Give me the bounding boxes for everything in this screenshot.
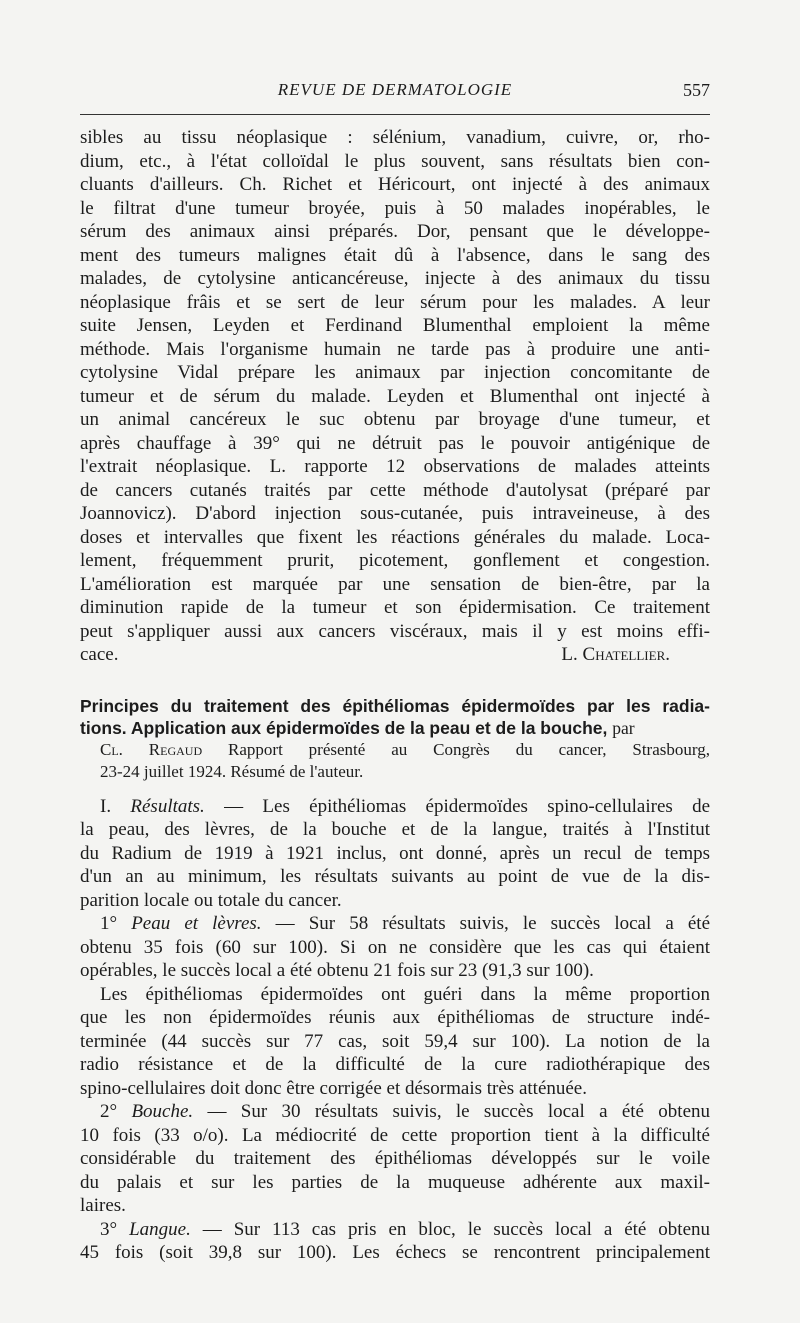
text-line: malades, de cytolysine anticancéreuse, injecte à des animaux du tissu — [80, 268, 710, 289]
text-line — [80, 1218, 710, 1242]
reference-author: Cl. Regaud — [100, 739, 203, 759]
text-line: de cancers cutanés traités par cette méthode d'autolysat (préparé par — [80, 479, 710, 501]
text-line: le filtrat d'une tumeur broyée, puis à 50 malades inopérables, le — [80, 197, 710, 219]
section-title-text: tions. Application aux épidermoïdes de la peau et de la bouche, — [80, 717, 608, 738]
text-line: tumeur et de sérum du malade. Leyden et Blumenthal ont injecté à — [80, 385, 710, 407]
item-number: 3° — [100, 1218, 118, 1240]
paragraph-epitheliomas — [80, 983, 710, 1101]
text-line: sibles au tissu néoplasique : sélénium, vanadium, cuivre, or, rho- — [80, 127, 710, 148]
section-heading — [80, 695, 710, 739]
spacer — [80, 783, 710, 795]
section-title-line — [80, 717, 710, 739]
text-line: 45 fois (soit 39,8 sur 100). Les échecs se rencontrent principalement — [80, 1242, 710, 1263]
text-line: sérum des animaux ainsi préparés. Dor, pensant que le développe- — [80, 221, 710, 242]
text-line: 10 fois (33 o/o). La médiocrité de cette proportion tient à la difficulté — [80, 1124, 710, 1146]
paragraph-resultats — [80, 795, 710, 913]
page-number: 557 — [683, 80, 710, 100]
text-line: doses et intervalles que fixent les réactions générales du malade. Loca- — [80, 526, 710, 548]
text-line — [80, 912, 710, 936]
reference-block — [80, 739, 710, 783]
signature-line — [80, 643, 710, 667]
text-line: Joannovicz). D'abord injection sous-cutanée, puis intraveineuse, à des — [80, 503, 710, 524]
text-line: lement, fréquemment prurit, picotement, gonflement et congestion. — [80, 550, 710, 571]
reference-line — [80, 739, 710, 761]
text-line: parition locale ou totale du cancer. — [80, 889, 342, 911]
item-rest: — Sur 58 résultats suivis, le succès local a été — [261, 913, 711, 934]
text-line: néoplasique frâis et se sert de leur sérum pour les malades. A leur — [80, 291, 710, 313]
text-line: ment des tumeurs malignes était dû à l'absence, dans le sang des — [80, 244, 710, 266]
text-line: spino-cellulaires doit donc être corrigée et désormais très atténuée. — [80, 1077, 587, 1099]
text-line: terminée (44 succès sur 77 cas, soit 59,4 sur 100). La notion de la — [80, 1030, 710, 1052]
item-number: 1° — [100, 913, 118, 934]
text-line: la peau, des lèvres, de la bouche et de la langue, traités à l'Institut — [80, 819, 710, 840]
reference-line: 23-24 juillet 1924. Résumé de l'auteur. — [100, 761, 364, 781]
heading-italic: Résultats. — [130, 795, 205, 817]
article-body — [80, 126, 710, 1265]
item-number: 2° — [100, 1101, 118, 1122]
text-line: opérables, le succès local a été obtenu 21 fois sur 23 (91,3 sur 100). — [80, 960, 594, 981]
header-rule — [80, 114, 710, 115]
text-line: cace. — [80, 644, 119, 665]
item-rest: — Sur 113 cas pris en bloc, le succès local a été obtenu — [190, 1218, 711, 1240]
paragraph-bouche — [80, 1100, 710, 1218]
text-line: radio résistance et de la difficulté de la cure radiothérapique des — [80, 1054, 710, 1075]
text-line — [80, 795, 710, 819]
text-line: cluants d'ailleurs. Ch. Richet et Héricourt, ont injecté à des animaux — [80, 174, 710, 195]
running-title: REVUE DE DERMATOLOGIE — [277, 80, 513, 99]
text-line: obtenu 35 fois (60 sur 100). Si on ne considère que les cas qui étaient — [80, 936, 710, 958]
text-line: diminution rapide de la tumeur et son épidermisation. Ce traitement — [80, 597, 710, 618]
item-italic: Bouche. — [131, 1101, 194, 1122]
text-line: Les épithéliomas épidermoïdes ont guéri dans la même proportion — [100, 983, 710, 1005]
text-line: considérable du traitement des épithéliomas développés sur le voile — [80, 1148, 710, 1169]
text-line: d'un an au minimum, les résultats suivants au point de vue de la dis- — [80, 866, 710, 887]
heading-number: I. — [100, 795, 112, 817]
text-line: L'amélioration est marquée par une sensation de bien-être, par la — [80, 573, 710, 595]
text-line: dium, etc., à l'état colloïdal le plus souvent, sans résultats bien con- — [80, 150, 710, 172]
text-line: un animal cancéreux le suc obtenu par broyage d'une tumeur, et — [80, 409, 710, 430]
item-italic: Langue. — [129, 1218, 191, 1240]
heading-rest: — Les épithéliomas épidermoïdes spino-cellulaires de — [204, 795, 710, 817]
paragraph-autolysat — [80, 126, 710, 667]
item-rest: — Sur 30 résultats suivis, le succès local a été obtenu — [193, 1101, 711, 1122]
reference-text: Rapport présenté au Congrès du cancer, Strasbourg, — [228, 739, 710, 759]
text-line: l'extrait néoplasique. L. rapporte 12 observations de malades atteints — [80, 456, 710, 477]
text-line: méthode. Mais l'organisme humain ne tarde pas à produire une anti- — [80, 338, 710, 360]
text-line: du Radium de 1919 à 1921 inclus, ont donné, après un recul de temps — [80, 842, 710, 864]
text-line: laires. — [80, 1195, 126, 1216]
text-line — [80, 1100, 710, 1124]
section-title-par: par — [612, 717, 635, 738]
section-title-line: Principes du traitement des épithéliomas épidermoïdes par les radia- — [80, 695, 710, 716]
text-line: du palais et sur les parties de la muqueuse adhérente aux maxil- — [80, 1171, 710, 1193]
text-line: peut s'appliquer aussi aux cancers viscéraux, mais il y est moins effi- — [80, 620, 710, 642]
text-line: après chauffage à 39° qui ne détruit pas le pouvoir antigénique de — [80, 432, 710, 454]
paragraph-langue — [80, 1218, 710, 1265]
item-italic: Peau et lèvres. — [131, 913, 262, 934]
text-line: cytolysine Vidal prépare les animaux par injection concomitante de — [80, 362, 710, 383]
text-line: suite Jensen, Leyden et Ferdinand Blumenthal emploient la même — [80, 315, 710, 336]
text-line: que les non épidermoïdes réunis aux épithéliomas de structure indé- — [80, 1007, 710, 1028]
paragraph-peau — [80, 912, 710, 983]
running-head — [80, 80, 710, 108]
author-signature: L. Chatellier. — [561, 644, 670, 665]
